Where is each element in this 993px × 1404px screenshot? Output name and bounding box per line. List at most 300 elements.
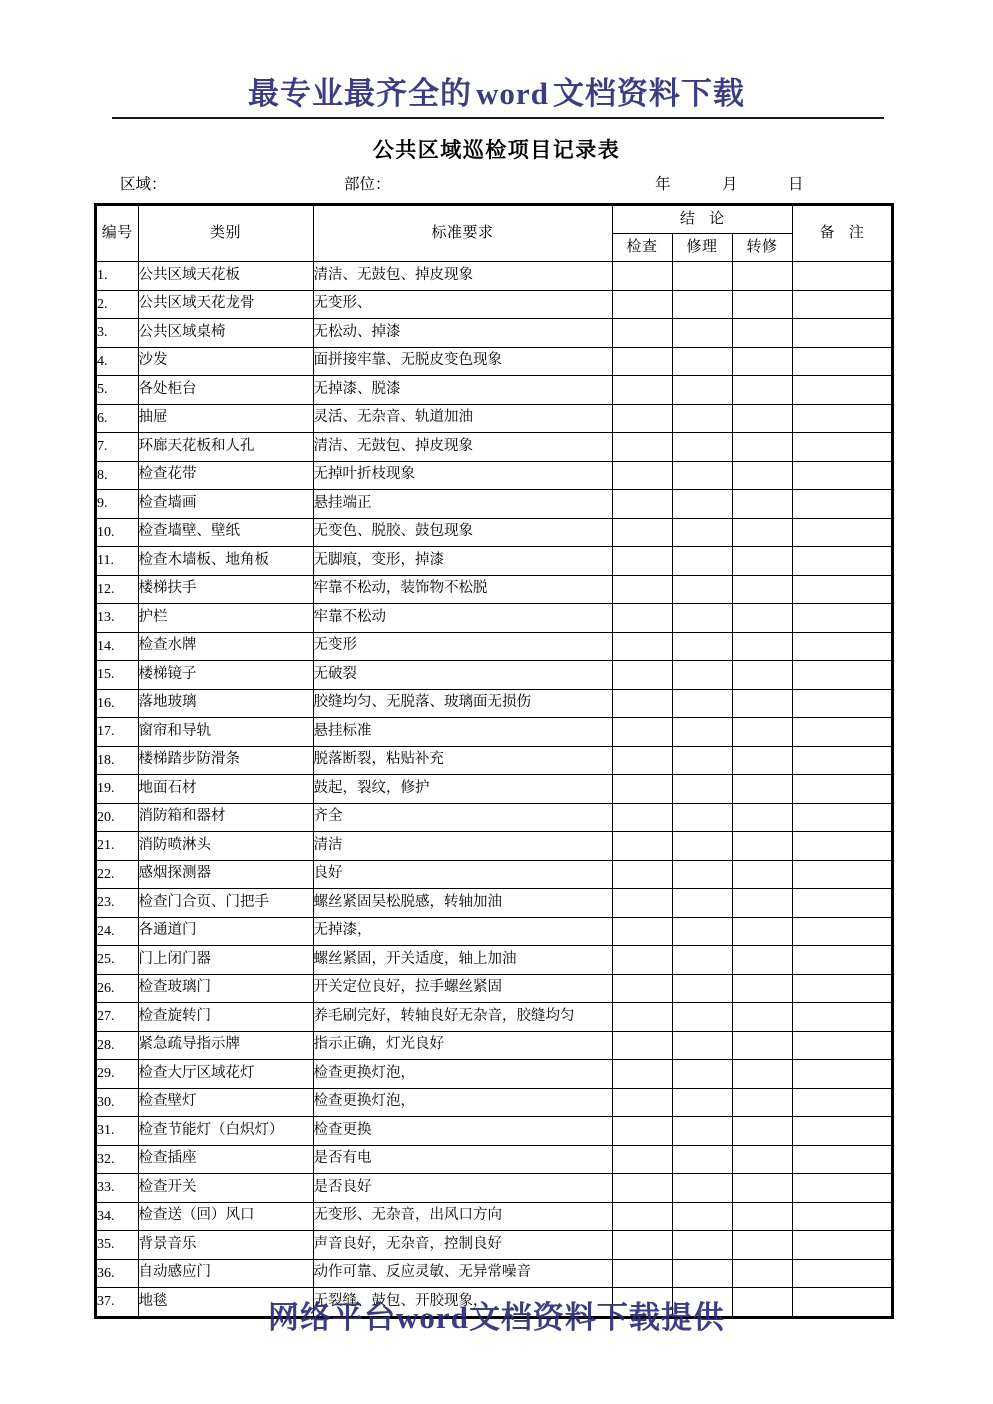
row-number: 22. [97,860,138,889]
row-standard: 无变形 [313,632,612,661]
table-row [97,404,891,433]
row-repair[interactable] [672,604,732,633]
row-repair[interactable] [672,832,732,861]
table-row [97,1174,891,1203]
row-check[interactable] [612,376,672,405]
row-standard: 无裂缝、鼓包、开胶现象， [313,1288,612,1316]
row-transfer[interactable] [732,347,792,376]
row-check[interactable] [612,803,672,832]
row-remark[interactable] [792,490,891,519]
row-remark[interactable] [792,262,891,291]
row-remark[interactable] [792,1003,891,1032]
table-row [97,290,891,319]
row-standard: 检查更换灯泡， [313,1060,612,1089]
row-remark[interactable] [792,889,891,918]
row-category: 公共区域桌椅 [138,319,313,348]
row-transfer[interactable] [732,1031,792,1060]
row-repair[interactable] [672,490,732,519]
month-label: 月 [722,176,738,193]
row-check[interactable] [612,1174,672,1203]
row-check[interactable] [612,262,672,291]
row-transfer[interactable] [732,1003,792,1032]
row-repair[interactable] [672,1231,732,1260]
row-standard: 是否良好 [313,1174,612,1203]
row-transfer[interactable] [732,319,792,348]
row-repair[interactable] [672,1031,732,1060]
row-category: 各通道门 [138,917,313,946]
table-row [97,632,891,661]
row-category: 检查墙壁、壁纸 [138,518,313,547]
year-label: 年 [655,176,671,193]
table-row [97,461,891,490]
row-number: 31. [97,1117,138,1146]
table-row [97,604,891,633]
row-category: 门上闭门器 [138,946,313,975]
row-number: 12. [97,575,138,604]
row-check[interactable] [612,547,672,576]
row-check[interactable] [612,974,672,1003]
row-repair[interactable] [672,547,732,576]
row-transfer[interactable] [732,518,792,547]
row-category: 检查大厅区域花灯 [138,1060,313,1089]
row-number: 10. [97,518,138,547]
row-transfer[interactable] [732,604,792,633]
row-standard: 悬挂端正 [313,490,612,519]
row-check[interactable] [612,632,672,661]
row-category: 地面石材 [138,775,313,804]
row-category: 背景音乐 [138,1231,313,1260]
row-standard: 无松动、掉漆 [313,319,612,348]
row-check[interactable] [612,860,672,889]
row-remark[interactable] [792,575,891,604]
table-row [97,1003,891,1032]
row-check[interactable] [612,1060,672,1089]
row-transfer[interactable] [732,946,792,975]
row-check[interactable] [612,718,672,747]
row-category: 沙发 [138,347,313,376]
row-transfer[interactable] [732,746,792,775]
watermark-footer-word: word [396,1300,469,1335]
row-category: 消防喷淋头 [138,832,313,861]
th-repair: 修理 [672,234,732,262]
row-standard: 良好 [313,860,612,889]
row-transfer[interactable] [732,917,792,946]
row-category: 感烟探测器 [138,860,313,889]
row-transfer[interactable] [732,376,792,405]
table-row [97,746,891,775]
row-repair[interactable] [672,404,732,433]
table-row [97,974,891,1003]
row-transfer[interactable] [732,803,792,832]
row-repair[interactable] [672,974,732,1003]
row-repair[interactable] [672,461,732,490]
row-repair[interactable] [672,1174,732,1203]
row-number: 1. [97,262,138,291]
row-check[interactable] [612,575,672,604]
row-check[interactable] [612,1088,672,1117]
th-check: 检查 [612,234,672,262]
row-category: 抽屉 [138,404,313,433]
row-check[interactable] [612,461,672,490]
row-repair[interactable] [672,1259,732,1288]
row-number: 26. [97,974,138,1003]
row-number: 24. [97,917,138,946]
row-remark[interactable] [792,1202,891,1231]
row-category: 楼梯踏步防滑条 [138,746,313,775]
row-standard: 无掉叶折枝现象 [313,461,612,490]
row-category: 各处柜台 [138,376,313,405]
row-transfer[interactable] [732,547,792,576]
th-transfer: 转修 [732,234,792,262]
row-check[interactable] [612,917,672,946]
table-row [97,1088,891,1117]
row-number: 34. [97,1202,138,1231]
row-standard: 无破裂 [313,661,612,690]
row-remark[interactable] [792,1031,891,1060]
row-check[interactable] [612,347,672,376]
row-number: 4. [97,347,138,376]
row-standard: 螺丝紧固，开关适度，轴上加油 [313,946,612,975]
row-check[interactable] [612,661,672,690]
row-remark[interactable] [792,1259,891,1288]
table-body [97,262,891,1316]
row-transfer[interactable] [732,1117,792,1146]
row-category: 楼梯镜子 [138,661,313,690]
row-standard: 无掉漆、脱漆 [313,376,612,405]
row-category: 检查壁灯 [138,1088,313,1117]
row-repair[interactable] [672,661,732,690]
row-number: 33. [97,1174,138,1203]
row-remark[interactable] [792,632,891,661]
row-category: 检查开关 [138,1174,313,1203]
row-number: 2. [97,290,138,319]
row-standard: 牢靠不松动 [313,604,612,633]
row-number: 30. [97,1088,138,1117]
table-row [97,319,891,348]
row-repair[interactable] [672,860,732,889]
table-header [97,206,891,262]
row-repair[interactable] [672,1117,732,1146]
row-remark[interactable] [792,547,891,576]
row-check[interactable] [612,746,672,775]
row-remark[interactable] [792,718,891,747]
table-row [97,661,891,690]
row-number: 6. [97,404,138,433]
table-row [97,376,891,405]
row-category: 落地玻璃 [138,689,313,718]
row-repair[interactable] [672,1060,732,1089]
row-standard: 清洁、无鼓包、掉皮现象 [313,433,612,462]
row-check[interactable] [612,319,672,348]
row-repair[interactable] [672,746,732,775]
row-standard: 是否有电 [313,1145,612,1174]
row-number: 7. [97,433,138,462]
row-number: 25. [97,946,138,975]
row-transfer[interactable] [732,1259,792,1288]
row-remark[interactable] [792,832,891,861]
day-label: 日 [788,176,804,193]
row-number: 37. [97,1288,138,1316]
row-number: 14. [97,632,138,661]
row-transfer[interactable] [732,775,792,804]
row-number: 27. [97,1003,138,1032]
row-remark[interactable] [792,1145,891,1174]
row-standard: 清洁、无鼓包、掉皮现象 [313,262,612,291]
table-row [97,1060,891,1089]
row-check[interactable] [612,775,672,804]
row-transfer[interactable] [732,1145,792,1174]
row-remark[interactable] [792,461,891,490]
row-transfer[interactable] [732,661,792,690]
row-repair[interactable] [672,376,732,405]
row-check[interactable] [612,946,672,975]
row-number: 8. [97,461,138,490]
table-row [97,917,891,946]
row-repair[interactable] [672,632,732,661]
row-category: 楼梯扶手 [138,575,313,604]
row-category: 检查水牌 [138,632,313,661]
row-repair[interactable] [672,518,732,547]
row-repair[interactable] [672,718,732,747]
row-transfer[interactable] [732,433,792,462]
row-check[interactable] [612,1003,672,1032]
row-remark[interactable] [792,689,891,718]
row-category: 消防箱和器材 [138,803,313,832]
row-check[interactable] [612,490,672,519]
row-standard: 齐全 [313,803,612,832]
row-check[interactable] [612,1117,672,1146]
table-row [97,262,891,291]
row-category: 公共区域天花板 [138,262,313,291]
row-remark[interactable] [792,290,891,319]
row-repair[interactable] [672,1003,732,1032]
row-remark[interactable] [792,946,891,975]
row-number: 15. [97,661,138,690]
row-standard: 螺丝紧固吴松脱感，转轴加油 [313,889,612,918]
row-remark[interactable] [792,860,891,889]
table-row [97,575,891,604]
row-check[interactable] [612,832,672,861]
table-row [97,803,891,832]
row-standard: 养毛刷完好，转轴良好无杂音，胶缝均匀 [313,1003,612,1032]
row-remark[interactable] [792,319,891,348]
row-repair[interactable] [672,889,732,918]
page-title: 公共区域巡检项目记录表 [372,139,621,162]
th-remark: 备 注 [792,206,891,262]
row-number: 21. [97,832,138,861]
row-check[interactable] [612,1202,672,1231]
row-repair[interactable] [672,1202,732,1231]
row-repair[interactable] [672,433,732,462]
row-transfer[interactable] [732,860,792,889]
row-check[interactable] [612,290,672,319]
row-category: 检查送（回）风口 [138,1202,313,1231]
row-category: 检查玻璃门 [138,974,313,1003]
row-check[interactable] [612,604,672,633]
row-remark[interactable] [792,1231,891,1260]
row-standard: 胶缝均匀、无脱落、玻璃面无损伤 [313,689,612,718]
th-category: 类别 [138,206,313,262]
row-standard: 指示正确，灯光良好 [313,1031,612,1060]
row-check[interactable] [612,689,672,718]
row-remark[interactable] [792,1088,891,1117]
row-remark[interactable] [792,404,891,433]
row-transfer[interactable] [732,718,792,747]
row-check[interactable] [612,404,672,433]
table-row [97,1202,891,1231]
row-number: 28. [97,1031,138,1060]
table-row [97,547,891,576]
row-repair[interactable] [672,290,732,319]
row-number: 32. [97,1145,138,1174]
row-check[interactable] [612,1231,672,1260]
row-remark[interactable] [792,917,891,946]
row-repair[interactable] [672,319,732,348]
row-number: 13. [97,604,138,633]
row-check[interactable] [612,1259,672,1288]
row-check[interactable] [612,1031,672,1060]
row-standard: 检查更换灯泡， [313,1088,612,1117]
row-category: 地毯 [138,1288,313,1316]
table-row [97,518,891,547]
row-category: 检查插座 [138,1145,313,1174]
row-transfer[interactable] [732,461,792,490]
row-check[interactable] [612,518,672,547]
watermark-header-post: 文档资料下载 [552,76,745,111]
row-transfer[interactable] [732,632,792,661]
row-number: 20. [97,803,138,832]
row-transfer[interactable] [732,404,792,433]
table-row [97,718,891,747]
row-standard: 检查更换 [313,1117,612,1146]
row-number: 18. [97,746,138,775]
row-remark[interactable] [792,347,891,376]
row-transfer[interactable] [732,689,792,718]
table-row [97,1145,891,1174]
row-repair[interactable] [672,946,732,975]
row-remark[interactable] [792,1117,891,1146]
row-remark[interactable] [792,661,891,690]
table-row [97,1259,891,1288]
row-check[interactable] [612,1145,672,1174]
area-label: 区域： [120,176,167,193]
row-remark[interactable] [792,1174,891,1203]
row-number: 29. [97,1060,138,1089]
row-repair[interactable] [672,1088,732,1117]
th-no: 编号 [97,206,138,262]
row-remark[interactable] [792,518,891,547]
row-transfer[interactable] [732,575,792,604]
row-standard: 无变色、脱胶、鼓包现象 [313,518,612,547]
row-number: 11. [97,547,138,576]
row-transfer[interactable] [732,262,792,291]
row-transfer[interactable] [732,889,792,918]
table-header-row-1 [97,206,891,234]
row-category: 检查节能灯（白炽灯） [138,1117,313,1146]
watermark-header [0,68,993,113]
row-remark[interactable] [792,433,891,462]
row-repair[interactable] [672,917,732,946]
row-transfer[interactable] [732,1231,792,1260]
row-category: 检查木墙板、地角板 [138,547,313,576]
row-repair[interactable] [672,262,732,291]
row-transfer[interactable] [732,1202,792,1231]
row-category: 紧急疏导指示牌 [138,1031,313,1060]
table-row [97,1117,891,1146]
row-repair[interactable] [672,575,732,604]
watermark-footer-pre: 网络平台 [268,1300,397,1335]
row-remark[interactable] [792,803,891,832]
part-label: 部位： [344,176,391,193]
row-remark[interactable] [792,604,891,633]
table-row [97,1231,891,1260]
table-row [97,490,891,519]
row-check[interactable] [612,889,672,918]
row-remark[interactable] [792,746,891,775]
table-row [97,946,891,975]
row-standard: 脱落断裂，粘贴补充 [313,746,612,775]
row-transfer[interactable] [732,290,792,319]
row-repair[interactable] [672,775,732,804]
row-remark[interactable] [792,974,891,1003]
row-category: 公共区域天花龙骨 [138,290,313,319]
row-standard: 无变形、无杂音，出风口方向 [313,1202,612,1231]
row-standard: 鼓起，裂纹，修护 [313,775,612,804]
row-transfer[interactable] [732,832,792,861]
row-category: 护栏 [138,604,313,633]
row-repair[interactable] [672,1145,732,1174]
table-row [97,860,891,889]
row-category: 检查墙画 [138,490,313,519]
row-standard: 声音良好，无杂音，控制良好 [313,1231,612,1260]
row-transfer[interactable] [732,490,792,519]
row-standard: 灵活、无杂音、轨道加油 [313,404,612,433]
row-standard: 悬挂标准 [313,718,612,747]
table-row [97,433,891,462]
row-transfer[interactable] [732,1060,792,1089]
row-remark[interactable] [792,775,891,804]
row-transfer[interactable] [732,1174,792,1203]
table-row [97,689,891,718]
row-repair[interactable] [672,803,732,832]
row-remark[interactable] [792,376,891,405]
row-standard: 牢靠不松动，装饰物不松脱 [313,575,612,604]
row-repair[interactable] [672,347,732,376]
row-number: 3. [97,319,138,348]
row-transfer[interactable] [732,1088,792,1117]
th-standard: 标准要求 [313,206,612,262]
row-check[interactable] [612,433,672,462]
row-category: 检查门合页、门把手 [138,889,313,918]
row-standard: 开关定位良好，拉手螺丝紧固 [313,974,612,1003]
inspection-table [97,206,891,1316]
row-number: 9. [97,490,138,519]
row-category: 检查花带 [138,461,313,490]
row-category: 窗帘和导轨 [138,718,313,747]
row-category: 环廊天花板和人孔 [138,433,313,462]
row-standard: 无变形、 [313,290,612,319]
row-repair[interactable] [672,689,732,718]
watermark-header-pre: 最专业最齐全的 [248,76,473,111]
row-transfer[interactable] [732,974,792,1003]
table-row [97,1031,891,1060]
inspection-table-wrapper [94,203,894,1319]
watermark-header-word: word [476,76,549,111]
row-remark[interactable] [792,1060,891,1089]
row-number: 19. [97,775,138,804]
row-category: 自动感应门 [138,1259,313,1288]
table-row [97,889,891,918]
